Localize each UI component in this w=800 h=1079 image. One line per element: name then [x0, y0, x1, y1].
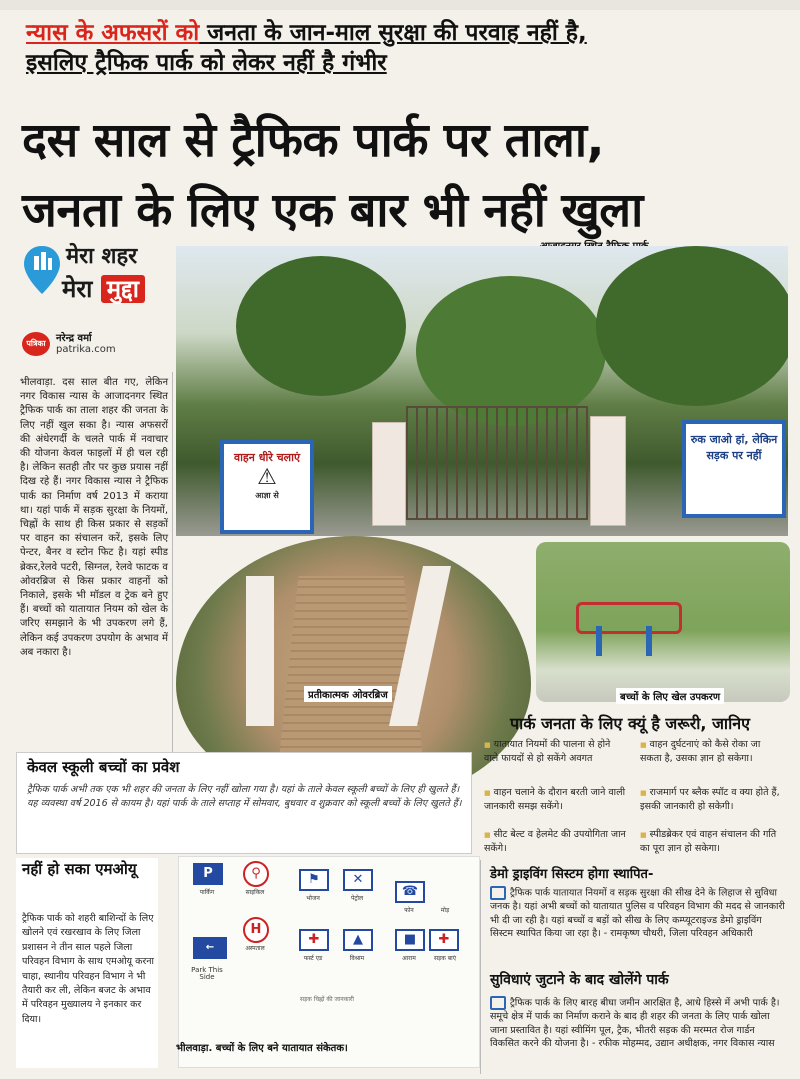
bridge-wall: [246, 576, 274, 726]
bed-sign-icon: ■: [395, 929, 425, 951]
brand-mera-shahar: [22, 240, 182, 320]
play-equipment-leg: [646, 626, 652, 656]
rest-sign-icon: ▲: [343, 929, 373, 951]
tree: [596, 246, 788, 406]
sign-left-small: आज्ञा से: [255, 491, 279, 500]
fuel-sign-icon: ✕: [343, 869, 373, 891]
sign-label: विश्राम: [349, 955, 365, 962]
school-title: केवल स्कूली बच्चों का प्रवेश: [27, 758, 180, 776]
column-divider: [172, 372, 173, 752]
quote-icon: [490, 996, 506, 1010]
brand-mudda: मुद्दा: [101, 275, 145, 303]
sign-label: भोजन: [306, 895, 320, 902]
mou-box: [16, 858, 158, 1068]
sign-label: Park This Side: [191, 966, 223, 981]
top-strip: [0, 0, 800, 10]
traffic-signs-board: [178, 856, 480, 1068]
turn-sign-icon: ✚: [429, 929, 459, 951]
photo-park-gate: [176, 246, 788, 536]
sign-right-text: रुक जाओ हां, लेकिन सड़क पर नहीं: [690, 433, 778, 462]
play-equipment: [576, 602, 682, 634]
kicker-rest: जनता के जान-माल सुरक्षा की परवाह नहीं है,: [199, 20, 587, 46]
headline: [22, 106, 792, 246]
food-sign-icon: ⚑: [299, 869, 329, 891]
kicker-line2: इसलिए ट्रैफिक पार्क को लेकर नहीं है गंभीर: [26, 50, 387, 76]
open-body-text: ट्रैफिक पार्क के लिए बारह बीघा जमीन आरक्षित है, आधे हिस्से में अभी पार्क है। समूचे क्षेत्र में पार्क का निर्माण कराने के बाद ही शहर की जनता के लिए पार्क खोला जाना प्रस्तावित है। यहां स्वीमिंग पूल, ट्रैक, भीतरी सड़क की मरम्मत रोज गार्डन विकसित करने की योजना है। - रफीक मोहम्मद, उद्यान अधीक्षक, नगर विकास न्यास: [490, 997, 780, 1049]
author-name: नरेन्द्र वर्मा: [56, 333, 92, 344]
demo-box: [484, 864, 790, 968]
sign-label: फोन: [404, 907, 414, 914]
play-equipment-leg: [596, 626, 602, 656]
patrika-logo: पत्रिका: [22, 332, 50, 356]
body-text: भीलवाड़ा. दस साल बीत गए, लेकिन नगर विकास न्यास के आजादनगर स्थित ट्रैफिक पार्क का ताला शहर की जनता के लिए नहीं खुल सका है। न्यास अफसरों की अंधेरगर्दी के चलते पार्क में नवाचार की योजना केवल फाइलों में ही चल रही है। लेकिन सतही तौर पर कुछ प्रयास नहीं दिख रहे हैं। नगर विकास न्यास ने ट्रैफिक पार्क का निर्माण वर्ष 2013 में कराया था। यहां पार्क में सड़क सुरक्षा के नियमों, चिह्नों के साथ ही किस प्रकार से सड़कों पर वाहन का संचालन करें, इसके लिए पेन्टर, बैनर व स्टोन फिट है। यहां स्पीड ब्रेकर,रेलवे पटरी, सिग्नल, रेलवे फाटक व ओवरब्रिज से किस प्रकार वाहनों को निकाले, इसके भी मॉडल व ट्रेक बने हुए हैं। बच्चों को यातायात नियम को खेल के जरिए समझाने के भी उपकरण लगे हैं, लेकिन कई उपकरण उपयोग के अभाव में अब नकारा है।: [20, 377, 168, 658]
sign-label: पार्किंग: [199, 889, 215, 896]
why-item: ■ वाहन दुर्घटनाएं को कैसे रोका जा सकता है, उसका ज्ञान हो सकेगा।: [640, 738, 782, 765]
gate-pillar: [372, 422, 406, 526]
sign-label: आराम: [402, 955, 416, 962]
sign-label: मोड़: [440, 907, 450, 914]
school-body: ट्रैफिक पार्क अभी तक एक भी शहर की जनता के लिए नहीं खोला गया है। यहां के ताले केवल स्कूली बच्चों के लिए ही खुलते हैं। यह व्यवस्था वर्ष 2016 से कायम है। यहां पार्क के ताले सप्ताह में सोमवार, बुधवार व शुक्रवार को स्कूली बच्चों के लिए खुलते हैं।: [27, 784, 462, 809]
kicker: [26, 18, 786, 78]
photo-play-equipment: [536, 542, 790, 702]
why-title: पार्क जनता के लिए क्यूं है जरूरी, जानिए: [510, 714, 750, 733]
iron-gate: [406, 406, 588, 520]
headline-line2: जनता के लिए एक बार भी नहीं खुला: [22, 183, 643, 238]
sign-left-text: वाहन धीरे चलाएं: [233, 451, 301, 464]
author-site: patrika.com: [56, 344, 116, 355]
parking-sign-icon: P: [193, 863, 223, 885]
arrow-sign-icon: ←: [193, 937, 227, 959]
why-item: ■ स्पीडब्रेकर एवं वाहन संचालन की गति का पूरा ज्ञान हो सकेगा।: [640, 828, 782, 855]
open-body: [490, 996, 786, 1051]
location-pin-icon: [22, 244, 62, 296]
first-aid-sign-icon: ✚: [299, 929, 329, 951]
demo-body-text: ट्रैफिक पार्क यातायात नियमों व सड़क सुरक्षा की सीख देने के लिहाज से सुविधा जनक है। यहां अभी बच्चों को यातायात पुलिस व परिवहन विभाग की मदद से जानकारी भी दी जा रही है। यहां बच्चों व बड़ों को सीख के लिए कम्प्यूटराइज्ड डेमो ड्राइविंग सिस्टम स्थापित किया जा रहा है। - रामकृष्ण चौधरी, जिला परिवहन अधिकारी: [490, 887, 785, 939]
brand-line1: मेरा शहर: [66, 244, 138, 269]
bottom-caption: भीलवाड़ा. बच्चों के लिए बने यातायात संकेतक।: [176, 1043, 348, 1054]
sign-label: साइकिल: [245, 889, 265, 896]
sign-label: पेट्रोल: [350, 895, 364, 902]
sign-drive-slow: [220, 440, 314, 534]
why-item: ■ सीट बेल्ट व हेलमेट की उपयोगिता जान सकेंगे।: [484, 828, 626, 855]
why-item: ■ यातायात नियमों की पालना से होने वाले फायदों से हो सकेंगे अवगत: [484, 738, 626, 765]
signs-smalltext: सड़क चिह्नों की जानकारी: [300, 996, 354, 1003]
demo-title: डेमो ड्राइविंग सिस्टम होगा स्थापित-: [490, 867, 654, 882]
brand-line2: [62, 272, 145, 305]
sign-label: सड़क बाएं: [433, 955, 457, 962]
demo-body: [490, 886, 786, 941]
brand-line2-a: मेरा: [62, 275, 101, 303]
why-item: ■ राजमार्ग पर ब्लैक स्पॉट व क्या होते हैं, इसकी जानकारी हो सकेगी।: [640, 786, 782, 813]
open-box: [484, 970, 790, 1074]
bridge-label: प्रतीकात्मक ओवरब्रिज: [304, 686, 392, 702]
tree: [236, 256, 406, 396]
warning-triangle-icon: ⚠: [257, 465, 277, 490]
gate-pillar: [590, 416, 626, 526]
mou-body: ट्रैफिक पार्क को शहरी बाशिन्दों के लिए खोलने एवं रखरखाव के लिए जिला प्रशासन ने तीन साल पहले जिला परिवहन विभाग के साथ एमओयू करना चाहा, स्थानीय परिवहन विभाग ने भी तैयारी कर ली, लेकिन बजट के अभाव में परिवहन मुख्यालय ने इनकार कर दिया।: [22, 913, 154, 1025]
mou-title: नहीं हो सका एमओयू: [22, 860, 137, 878]
sign-right: [682, 420, 786, 518]
open-title: सुविधाएं जुटाने के बाद खोलेंगे पार्क: [490, 972, 669, 988]
play-label: बच्चों के लिए खेल उपकरण: [616, 688, 724, 704]
headline-line1: दस साल से ट्रैफिक पार्क पर ताला,: [22, 113, 604, 168]
cycle-sign-icon: ⚲: [243, 861, 269, 887]
quote-icon: [490, 886, 506, 900]
sign-label: अस्पताल: [245, 945, 265, 952]
why-item: ■ वाहन चलाने के दौरान बरती जाने वाली जानकारी समझ सकेंगे।: [484, 786, 626, 813]
column-divider: [480, 860, 481, 1074]
sign-label: फर्स्ट एड: [303, 955, 323, 962]
tree: [416, 276, 606, 426]
school-box: [16, 752, 472, 854]
kicker-red: न्यास के अफसरों को: [26, 20, 200, 46]
hospital-sign-icon: H: [243, 917, 269, 943]
phone-sign-icon: ☎: [395, 881, 425, 903]
byline: [22, 330, 172, 360]
